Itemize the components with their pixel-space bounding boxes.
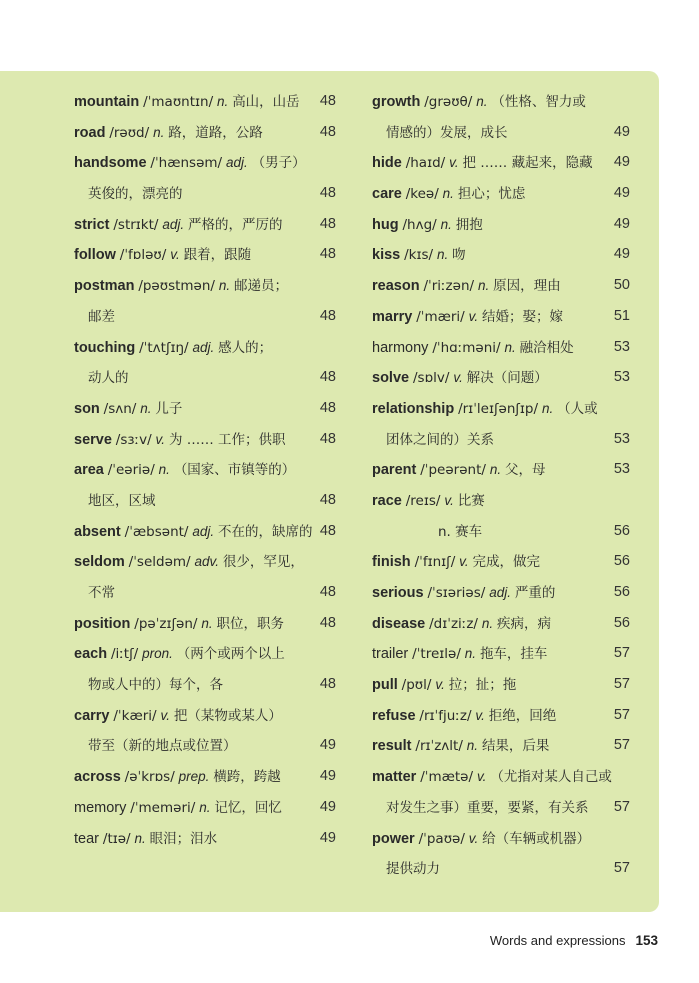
headword: marry	[372, 308, 413, 325]
glossary-entry	[74, 362, 336, 393]
phonetic: /ˈriːzən/	[423, 278, 475, 295]
part-of-speech: v.	[170, 247, 180, 263]
headword: growth	[372, 94, 421, 110]
headword: finish	[372, 554, 411, 571]
entry-page-number: 57	[613, 645, 630, 662]
glossary-entry	[372, 147, 630, 178]
glossary-entry	[74, 792, 336, 823]
entry-page-number: 56	[613, 584, 630, 600]
headword: postman	[74, 278, 135, 295]
headword: hide	[372, 155, 402, 172]
part-of-speech: adj.	[225, 155, 248, 171]
meaning: 结果，后果	[481, 738, 550, 755]
phonetic: /ˈmætə/	[420, 769, 474, 786]
meaning: （两个或两个以上	[176, 646, 285, 663]
phonetic: /ˈfɪnɪʃ/	[414, 554, 456, 571]
glossary-entry	[372, 239, 630, 270]
phonetic: /hʌg/	[402, 216, 437, 233]
glossary-entry	[372, 301, 630, 332]
glossary-entry	[74, 332, 336, 363]
entry-page-number: 48	[319, 307, 336, 324]
glossary-entry	[372, 700, 630, 731]
meaning-continued: 情感的）发展，成长	[386, 124, 508, 141]
glossary-entry	[372, 577, 630, 608]
meaning-continued: n. 赛车	[438, 523, 483, 540]
entry-page-number: 57	[613, 798, 630, 815]
phonetic: /ˈtreɪlə/	[412, 646, 461, 663]
entry-page-number: 48	[319, 399, 336, 416]
meaning-continued: 地区，区域	[88, 492, 156, 509]
phonetic: /sɜːv/	[115, 431, 152, 448]
entry-page-number: 49	[613, 246, 630, 263]
part-of-speech: adj.	[192, 523, 215, 539]
headword: result	[372, 738, 412, 755]
glossary-entry	[74, 823, 336, 854]
entry-page-number: 49	[613, 154, 630, 171]
glossary-entry	[372, 424, 630, 455]
phonetic: /pʊl/	[401, 677, 432, 694]
phonetic: /ˈseldəm/	[128, 554, 191, 571]
left-column	[74, 86, 336, 853]
glossary-entry	[74, 669, 336, 700]
right-column	[372, 86, 630, 884]
glossary-entry	[372, 117, 630, 148]
phonetic: /rɪˈleɪʃənʃɪp/	[458, 400, 539, 417]
part-of-speech: adj.	[162, 216, 185, 232]
meaning: 高山，山岳	[232, 94, 300, 110]
phonetic: /ˈmaʊntɪn/	[143, 94, 214, 110]
meaning: 横跨，跨越	[213, 769, 281, 786]
headword: son	[74, 400, 100, 417]
meaning: 拥抱	[455, 216, 483, 233]
glossary-entry	[372, 209, 630, 240]
glossary-entry	[372, 792, 630, 823]
meaning-continued: 不常	[88, 585, 115, 601]
meaning: 原因，理由	[493, 278, 561, 295]
headword: power	[372, 830, 415, 847]
phonetic: /keə/	[405, 186, 439, 203]
headword: carry	[74, 707, 110, 724]
glossary-entry	[372, 86, 630, 117]
phonetic: /əˈkrɒs/	[124, 769, 175, 786]
entry-page-number: 48	[319, 491, 336, 508]
page-footer	[490, 933, 658, 948]
glossary-entry	[74, 608, 336, 639]
phonetic: /dɪˈziːz/	[429, 615, 478, 632]
part-of-speech: n.	[477, 278, 490, 294]
glossary-entry	[372, 823, 630, 854]
phonetic: /ˈæbsənt/	[124, 523, 189, 540]
meaning: 担心；忧虑	[457, 186, 526, 203]
part-of-speech: n.	[489, 462, 502, 478]
footer-label: Words and expressions	[489, 933, 626, 948]
part-of-speech: n.	[466, 738, 479, 754]
part-of-speech: n.	[504, 339, 516, 355]
entry-page-number: 49	[613, 123, 630, 140]
glossary-entry	[74, 485, 336, 516]
meaning: （尤指对某人自己或	[490, 769, 612, 786]
entry-page-number: 57	[613, 860, 630, 877]
part-of-speech: n.	[476, 94, 488, 109]
entry-page-number: 49	[613, 185, 630, 202]
meaning: 给（车辆或机器）	[482, 830, 591, 847]
meaning: 吻	[452, 247, 466, 264]
part-of-speech: n.	[481, 615, 494, 631]
glossary-entry	[74, 638, 336, 669]
meaning: （性格、智力或	[491, 94, 586, 110]
entry-page-number: 56	[613, 553, 630, 570]
phonetic: /strɪkt/	[113, 216, 159, 233]
meaning: 结婚；娶；嫁	[482, 308, 563, 325]
phonetic: /sɒlv/	[412, 370, 450, 387]
phonetic: /rɪˈfjuːz/	[419, 707, 472, 724]
glossary-entry	[372, 669, 630, 700]
entry-page-number: 56	[613, 522, 630, 539]
headword: refuse	[372, 707, 416, 724]
meaning: 严格的，严厉的	[188, 216, 283, 233]
entry-page-number: 53	[613, 430, 630, 447]
part-of-speech: v.	[468, 308, 479, 324]
headword: care	[372, 186, 402, 203]
phonetic: /ˈkæri/	[113, 707, 157, 724]
headword: area	[74, 462, 104, 479]
part-of-speech: n.	[201, 615, 213, 631]
meaning: 不在的，缺席的	[218, 523, 313, 540]
glossary-entry	[74, 424, 336, 455]
phonetic: /ˈsɪəriəs/	[427, 585, 486, 601]
headword: strict	[74, 216, 110, 233]
part-of-speech: v.	[449, 155, 459, 171]
part-of-speech: n.	[158, 462, 170, 478]
meaning: 比赛	[457, 492, 485, 509]
glossary-entry	[372, 853, 630, 884]
glossary-entry	[74, 393, 336, 424]
glossary-entry	[74, 270, 336, 301]
entry-page-number: 56	[613, 614, 630, 631]
part-of-speech: adj.	[192, 339, 215, 355]
meaning-continued: 提供动力	[386, 861, 440, 878]
headword: reason	[372, 278, 420, 295]
part-of-speech: prep.	[178, 769, 210, 785]
glossary-entry	[74, 516, 336, 547]
headword: pull	[372, 677, 398, 694]
glossary-entry	[74, 577, 336, 608]
phonetic: /ˈmeməri/	[130, 799, 196, 816]
part-of-speech: v.	[444, 492, 454, 508]
entry-page-number: 49	[613, 215, 630, 232]
headword: serious	[372, 585, 424, 601]
glossary-entry	[372, 761, 630, 792]
phonetic: /ˈeəriə/	[107, 462, 155, 479]
headword: relationship	[372, 400, 455, 417]
glossary-entry	[372, 332, 630, 363]
headword: memory	[74, 799, 127, 816]
meaning: （人或	[557, 400, 598, 417]
headword: kiss	[372, 247, 401, 264]
part-of-speech: pron.	[142, 646, 173, 662]
entry-page-number: 49	[319, 768, 336, 785]
entry-page-number: 49	[319, 737, 336, 754]
meaning-continued: 带至（新的地点或位置）	[88, 738, 237, 755]
meaning: （国家、市镇等的）	[173, 462, 296, 479]
glossary-entry	[372, 178, 630, 209]
phonetic: /pəˈzɪʃən/	[134, 615, 198, 632]
headword: follow	[74, 247, 116, 264]
meaning: 跟着，跟随	[183, 247, 252, 264]
meaning: 父，母	[504, 462, 546, 479]
headword: trailer	[372, 646, 409, 663]
entry-page-number: 53	[613, 461, 630, 478]
glossary-entry	[372, 362, 630, 393]
entry-page-number: 57	[613, 737, 630, 754]
meaning: 路，道路，公路	[168, 124, 263, 141]
headword: road	[74, 124, 106, 141]
phonetic: /rɪˈzʌlt/	[415, 738, 463, 755]
entry-page-number: 50	[613, 277, 630, 294]
entry-page-number: 48	[319, 522, 336, 539]
meaning: 解决（问题）	[466, 370, 548, 387]
meaning: 为 …… 工作；供职	[168, 431, 286, 448]
entry-page-number: 57	[613, 706, 630, 723]
part-of-speech: v.	[453, 370, 463, 386]
glossary-entry	[74, 761, 336, 792]
headword: matter	[372, 769, 417, 786]
glossary-entry	[74, 454, 336, 485]
entry-page-number: 49	[319, 798, 336, 815]
headword: absent	[74, 523, 121, 540]
glossary-entry	[372, 730, 630, 761]
headword: hug	[372, 216, 399, 233]
headword: disease	[372, 615, 426, 632]
phonetic: /ˈtʌtʃɪŋ/	[139, 339, 189, 356]
meaning: 拉；扯；拖	[448, 677, 517, 694]
meaning-continued: 团体之间的）关系	[386, 431, 494, 448]
meaning: （男子）	[251, 155, 306, 172]
phonetic: /haɪd/	[405, 155, 446, 172]
entry-page-number: 48	[319, 93, 336, 109]
glossary-entry	[372, 546, 630, 577]
glossary-entry	[74, 86, 336, 117]
meaning: 疾病，病	[497, 615, 552, 632]
glossary-entry	[74, 546, 336, 577]
entry-page-number: 48	[319, 430, 336, 447]
entry-page-number: 51	[613, 307, 630, 324]
entry-page-number: 53	[613, 369, 630, 386]
meaning: 把 …… 藏起来，隐藏	[462, 155, 593, 172]
phonetic: /ˈpaʊə/	[418, 830, 465, 847]
meaning: 很少，罕见，	[222, 554, 304, 571]
part-of-speech: n.	[436, 247, 449, 263]
phonetic: /kɪs/	[404, 247, 434, 264]
headword: race	[372, 492, 402, 509]
headword: across	[74, 769, 121, 786]
part-of-speech: v.	[475, 707, 485, 723]
glossary-entry	[372, 270, 630, 301]
part-of-speech: n.	[464, 646, 477, 662]
phonetic: /reɪs/	[405, 492, 441, 509]
part-of-speech: adv.	[194, 554, 219, 570]
phonetic: /ˈhɑːməni/	[432, 339, 501, 356]
entry-page-number: 48	[319, 215, 336, 232]
meaning-continued: 对发生之事）重要，要紧，有关系	[386, 799, 589, 816]
meaning: 感人的；	[218, 339, 273, 356]
headword: position	[74, 615, 131, 632]
headword: tear	[74, 830, 99, 847]
entry-page-number: 48	[319, 246, 336, 263]
glossary-entry	[74, 730, 336, 761]
part-of-speech: n.	[218, 278, 231, 294]
headword: mountain	[74, 94, 140, 110]
page-number: 153	[635, 933, 658, 948]
meaning: 拖车，挂车	[479, 646, 548, 663]
entry-page-number: 57	[613, 676, 630, 693]
part-of-speech: v.	[476, 769, 487, 785]
headword: touching	[74, 339, 136, 356]
part-of-speech: v.	[155, 431, 166, 447]
phonetic: /rəʊd/	[109, 124, 150, 141]
phonetic: /sʌn/	[103, 400, 137, 417]
phonetic: /pəʊstmən/	[138, 278, 215, 295]
part-of-speech: n.	[199, 799, 211, 815]
meaning: 记忆，回忆	[214, 799, 282, 816]
entry-page-number: 48	[319, 584, 336, 600]
glossary-entry	[74, 301, 336, 332]
part-of-speech: n.	[217, 94, 229, 109]
part-of-speech: v.	[468, 830, 479, 846]
entry-page-number: 48	[319, 369, 336, 386]
phonetic: /ˈfɒləʊ/	[119, 247, 167, 264]
headword: harmony	[372, 339, 429, 356]
part-of-speech: adj.	[489, 585, 511, 600]
glossary-entry	[372, 393, 630, 424]
phonetic: /ˈhænsəm/	[150, 155, 223, 172]
phonetic: /ˈmæri/	[416, 308, 465, 325]
entry-page-number: 48	[319, 123, 336, 140]
meaning: 儿子	[155, 400, 183, 417]
headword: solve	[372, 370, 410, 387]
meaning: 融洽相处	[519, 339, 574, 356]
glossary-entry	[74, 147, 336, 178]
part-of-speech: v.	[459, 554, 469, 570]
part-of-speech: n.	[440, 216, 452, 232]
headword: each	[74, 646, 108, 663]
glossary-entry	[372, 485, 630, 516]
glossary-entry	[74, 178, 336, 209]
glossary-entry	[372, 454, 630, 485]
glossary-entry	[372, 608, 630, 639]
meaning: 严重的	[514, 585, 556, 601]
phonetic: /grəʊθ/	[424, 94, 473, 110]
entry-page-number: 48	[319, 614, 336, 631]
meaning: 职位，职务	[216, 615, 285, 632]
part-of-speech: n.	[140, 400, 152, 416]
glossary-entry	[372, 516, 630, 547]
phonetic: /tɪə/	[102, 830, 131, 847]
meaning: 拒绝，回绝	[488, 707, 557, 724]
headword: serve	[74, 431, 112, 448]
glossary-entry	[74, 209, 336, 240]
part-of-speech: n.	[442, 186, 454, 202]
headword: seldom	[74, 554, 125, 571]
part-of-speech: n.	[541, 400, 554, 416]
part-of-speech: v.	[435, 677, 445, 693]
entry-page-number: 48	[319, 185, 336, 202]
meaning-continued: 动人的	[88, 370, 129, 387]
part-of-speech: v.	[160, 707, 170, 723]
part-of-speech: n.	[153, 124, 165, 140]
glossary-entry	[74, 700, 336, 731]
meaning: 邮递员；	[234, 278, 289, 295]
headword: parent	[372, 462, 417, 479]
entry-page-number: 48	[319, 676, 336, 693]
phonetic: /ˈpeərənt/	[420, 462, 486, 479]
meaning: 完成，做完	[472, 554, 541, 571]
meaning: 眼泪；泪水	[149, 830, 218, 847]
meaning-continued: 物或人中的）每个，各	[88, 677, 223, 694]
glossary-entry	[372, 638, 630, 669]
glossary-entry	[74, 117, 336, 148]
glossary-entry	[74, 239, 336, 270]
part-of-speech: n.	[134, 830, 146, 846]
entry-page-number: 49	[319, 829, 336, 846]
meaning-continued: 英俊的，漂亮的	[88, 186, 183, 203]
meaning-continued: 邮差	[88, 308, 115, 325]
headword: handsome	[74, 155, 147, 172]
entry-page-number: 53	[613, 338, 630, 355]
meaning: 把（某物或某人）	[173, 707, 282, 724]
phonetic: /iːtʃ/	[110, 646, 139, 663]
